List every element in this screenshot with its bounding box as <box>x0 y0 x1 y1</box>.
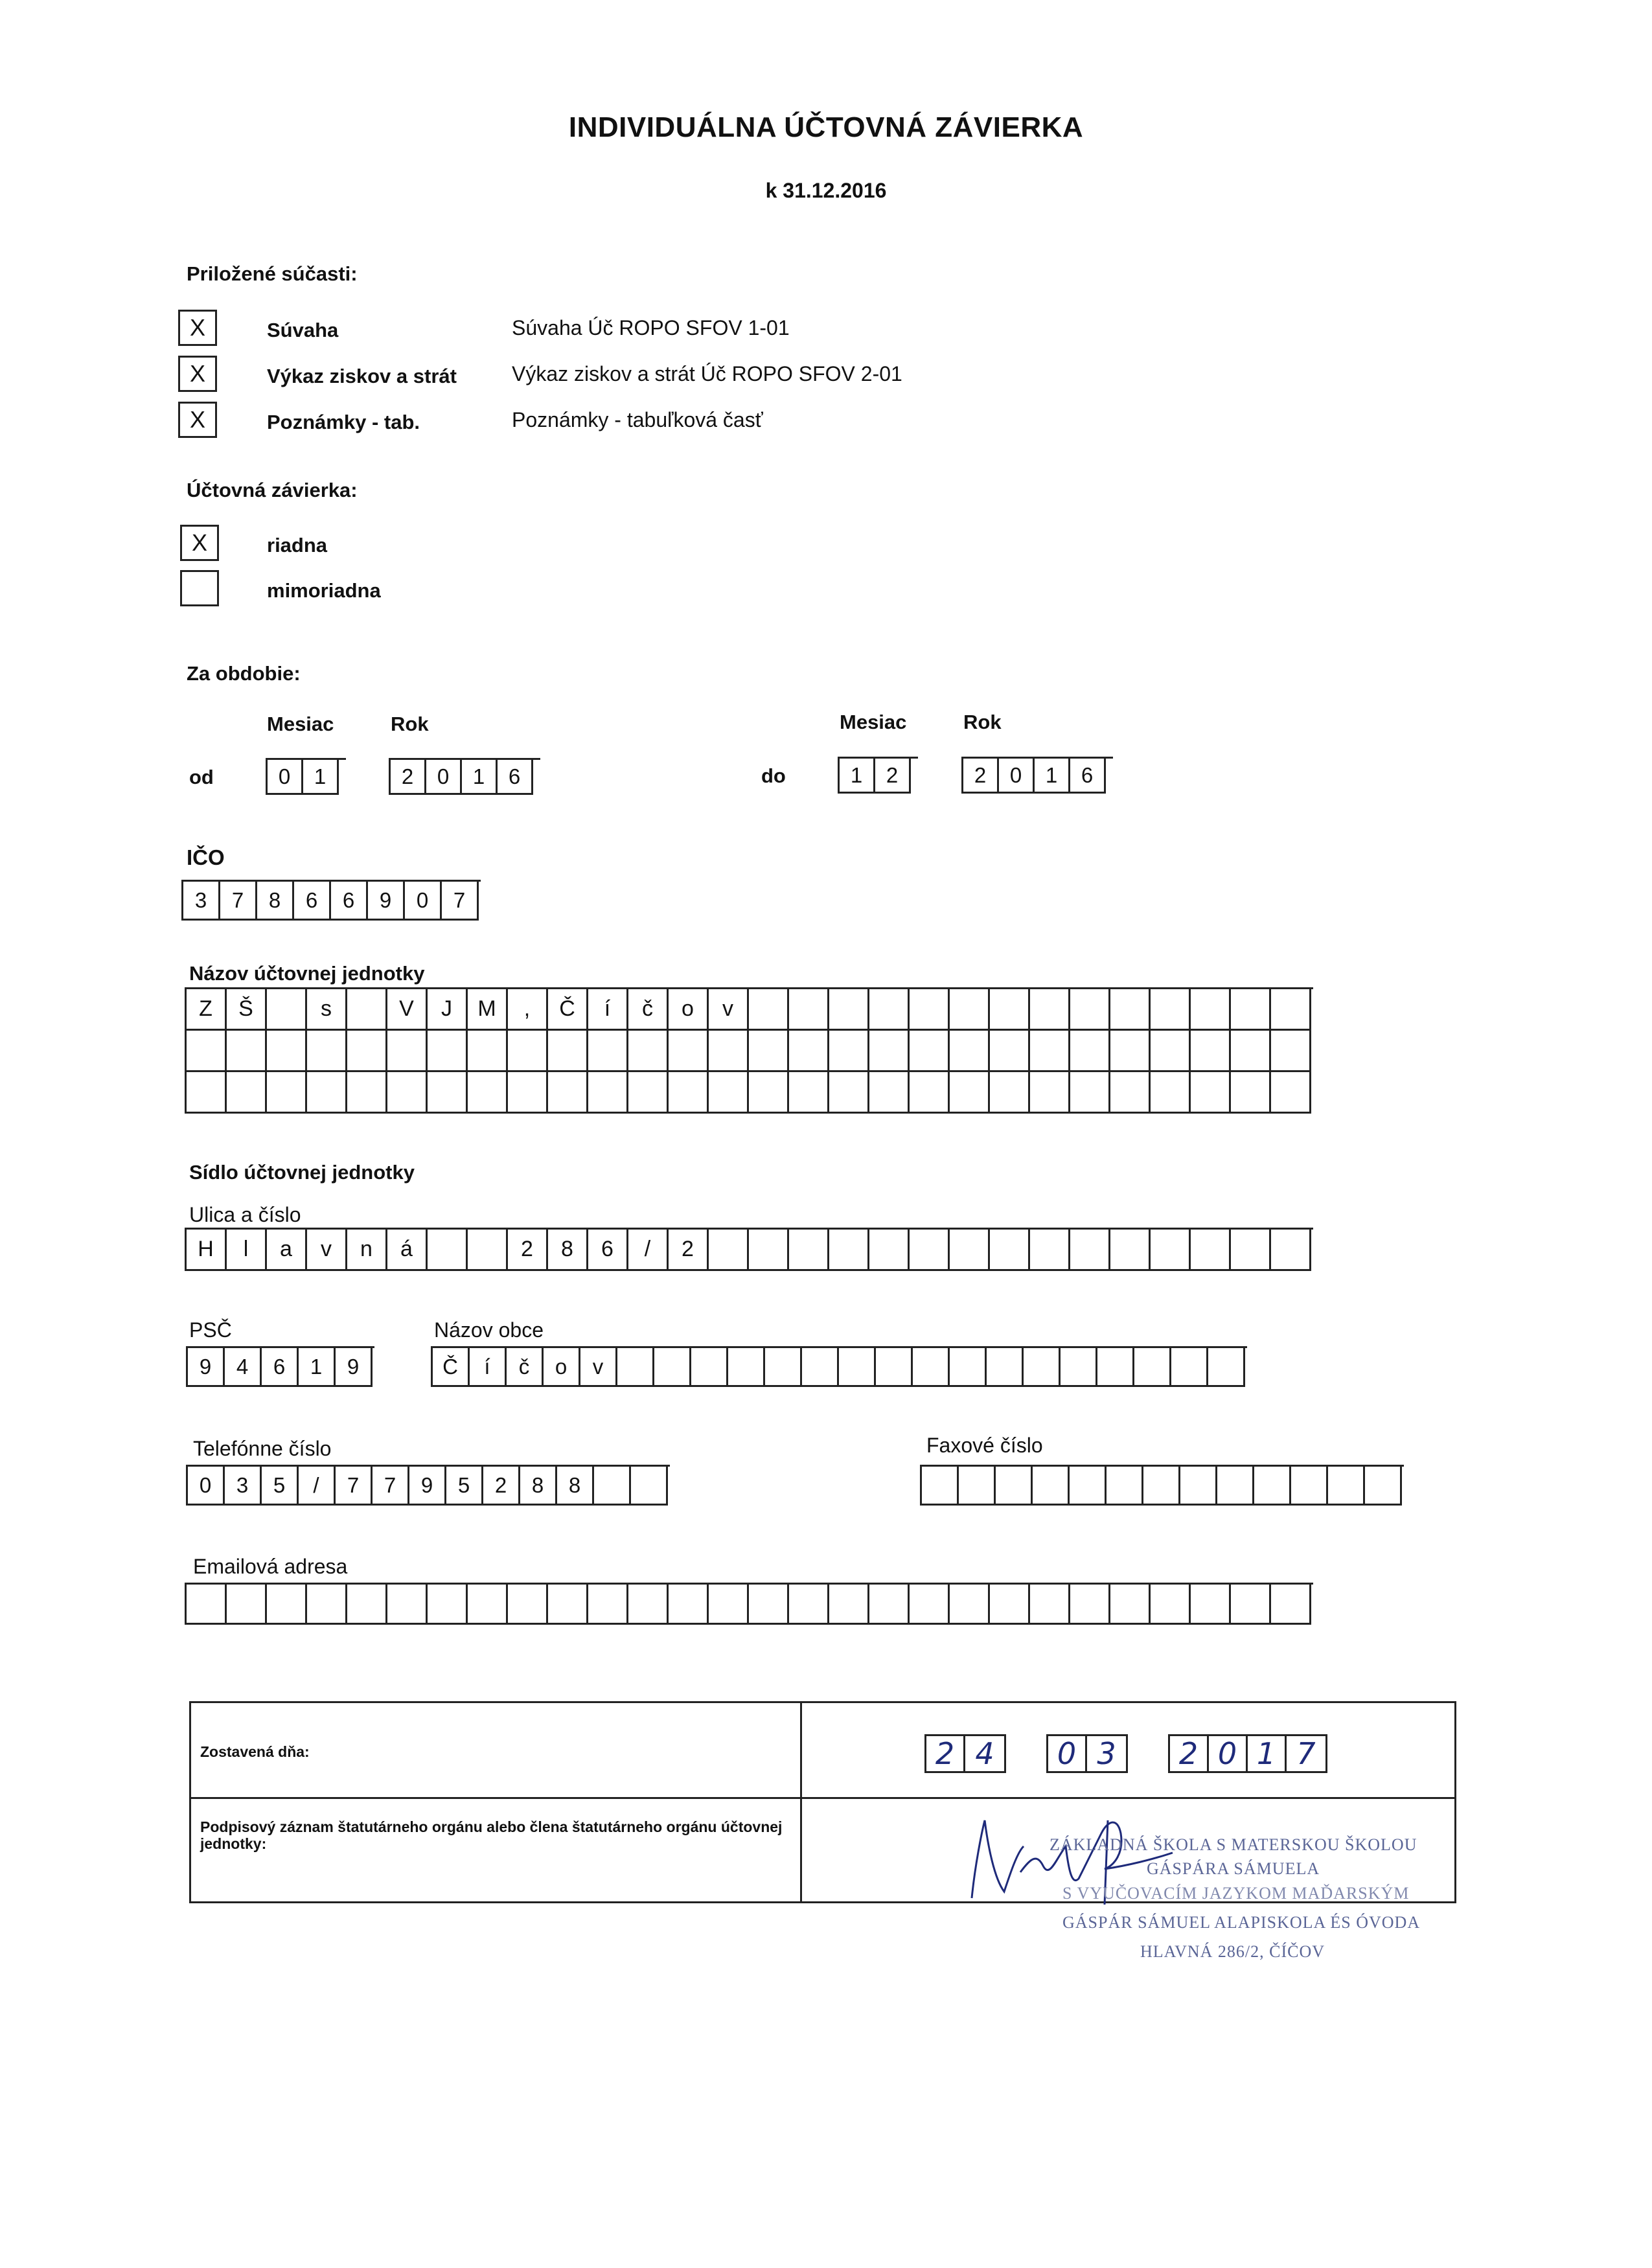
digit-cell: 8 <box>257 882 294 921</box>
handwritten-digit: 2 <box>926 1736 965 1771</box>
digit-cell: 7 <box>442 882 479 921</box>
char-cell: á <box>387 1230 428 1271</box>
char-cell <box>990 989 1030 1031</box>
digit-cell: 6 <box>294 882 331 921</box>
char-cell: 4 <box>225 1348 262 1387</box>
street-field[interactable] <box>185 1228 1313 1271</box>
char-cell <box>1271 1230 1311 1271</box>
handwritten-digit: 2 <box>1170 1736 1209 1771</box>
char-cell <box>1231 1031 1271 1072</box>
char-cell <box>990 1072 1030 1114</box>
char-cell <box>950 1585 990 1625</box>
to-year-label: Rok <box>963 711 1002 733</box>
char-cell <box>428 1031 468 1072</box>
char-cell <box>1030 1585 1070 1625</box>
char-cell: / <box>628 1230 669 1271</box>
char-cell <box>869 1230 910 1271</box>
char-cell <box>227 1585 267 1625</box>
char-cell <box>749 1230 789 1271</box>
char-cell <box>1180 1467 1217 1506</box>
char-cell <box>709 1230 749 1271</box>
char-cell <box>267 1072 307 1114</box>
char-cell <box>869 989 910 1031</box>
digit-cell: 6 <box>498 760 533 795</box>
char-cell <box>802 1348 839 1387</box>
char-cell: s <box>307 989 347 1031</box>
char-cell <box>910 1072 950 1114</box>
digit-cell: 6 <box>1070 759 1106 794</box>
char-cell <box>1231 989 1271 1031</box>
char-cell <box>789 1585 829 1625</box>
char-cell <box>1097 1348 1134 1387</box>
char-cell <box>428 1230 468 1271</box>
city-field[interactable] <box>431 1346 1247 1387</box>
char-cell <box>709 1031 749 1072</box>
email-label: Emailová adresa <box>193 1555 348 1578</box>
char-cell <box>1030 989 1070 1031</box>
char-cell <box>387 1585 428 1625</box>
char-cell: č <box>507 1348 544 1387</box>
char-cell <box>691 1348 728 1387</box>
char-cell <box>1030 1072 1070 1114</box>
char-cell <box>1291 1467 1328 1506</box>
char-cell <box>508 1072 548 1114</box>
char-cell: v <box>580 1348 617 1387</box>
option-label-riadna: riadna <box>267 534 328 556</box>
from-month-field[interactable] <box>266 758 346 795</box>
psc-label: PSČ <box>189 1318 232 1342</box>
signature-box-divider-vertical <box>800 1703 802 1901</box>
char-cell <box>1110 989 1151 1031</box>
char-cell: 9 <box>336 1348 373 1387</box>
char-cell <box>765 1348 802 1387</box>
statement-type-heading: Účtovná závierka: <box>187 479 358 501</box>
char-cell <box>749 1031 789 1072</box>
char-cell: 2 <box>669 1230 709 1271</box>
char-cell <box>1110 1585 1151 1625</box>
char-cell: 7 <box>373 1467 409 1506</box>
char-cell <box>1151 1072 1191 1114</box>
digit-cell: 1 <box>462 760 498 795</box>
checkbox-suvaha[interactable]: X <box>178 310 217 346</box>
signature-box-divider-horizontal <box>191 1797 1454 1799</box>
digit-cell: 0 <box>268 760 303 795</box>
char-cell <box>1328 1467 1365 1506</box>
checkbox-riadna[interactable]: X <box>180 525 219 561</box>
char-cell <box>869 1072 910 1114</box>
digit-cell: 6 <box>331 882 368 921</box>
stamp-line: HLAVNÁ 286/2, ČÍČOV <box>1140 1942 1325 1961</box>
handwritten-digit: 1 <box>1248 1736 1287 1771</box>
char-cell <box>1151 1230 1191 1271</box>
char-cell: Z <box>187 989 227 1031</box>
attachment-desc-vykaz: Výkaz ziskov a strát Úč ROPO SFOV 2-01 <box>512 362 902 385</box>
char-cell: 8 <box>557 1467 594 1506</box>
digit-cell: 1 <box>1035 759 1070 794</box>
to-label: do <box>761 764 786 787</box>
char-cell <box>922 1467 959 1506</box>
char-cell: í <box>588 989 628 1031</box>
char-cell: 6 <box>262 1348 299 1387</box>
char-cell <box>996 1467 1033 1506</box>
checkbox-poznamky[interactable]: X <box>178 402 217 438</box>
entity-name-field[interactable] <box>185 987 1313 1114</box>
char-cell <box>876 1348 913 1387</box>
char-cell <box>1191 1072 1231 1114</box>
char-cell: 9 <box>188 1348 225 1387</box>
char-cell <box>1070 1230 1110 1271</box>
compiled-day-field[interactable] <box>924 1734 1006 1773</box>
char-cell: 3 <box>225 1467 262 1506</box>
attachment-label-poznamky: Poznámky - tab. <box>267 411 420 433</box>
attachment-desc-suvaha: Súvaha Úč ROPO SFOV 1-01 <box>512 316 790 339</box>
char-cell <box>789 989 829 1031</box>
digit-cell: 2 <box>391 760 426 795</box>
handwritten-digit: 0 <box>1048 1736 1087 1771</box>
char-cell <box>227 1072 267 1114</box>
digit-cell: 0 <box>405 882 442 921</box>
char-cell: o <box>669 989 709 1031</box>
char-cell <box>1254 1467 1291 1506</box>
char-cell <box>1030 1031 1070 1072</box>
char-cell <box>789 1072 829 1114</box>
char-cell <box>709 1072 749 1114</box>
char-cell <box>548 1072 588 1114</box>
digit-cell: 1 <box>840 759 875 794</box>
char-cell <box>1134 1348 1171 1387</box>
char-cell <box>869 1585 910 1625</box>
char-cell <box>950 989 990 1031</box>
char-cell <box>829 1230 869 1271</box>
char-cell <box>654 1348 691 1387</box>
char-cell <box>709 1585 749 1625</box>
char-cell <box>1217 1467 1254 1506</box>
document-date: k 31.12.2016 <box>765 179 887 202</box>
attachments-heading: Priložené súčasti: <box>187 262 358 285</box>
char-cell: M <box>468 989 508 1031</box>
handwritten-digit: 0 <box>1209 1736 1248 1771</box>
attachment-desc-poznamky: Poznámky - tabuľková časť <box>512 408 763 431</box>
char-cell <box>307 1072 347 1114</box>
char-cell <box>1271 989 1311 1031</box>
char-cell <box>1110 1031 1151 1072</box>
char-cell <box>1171 1348 1208 1387</box>
stamp-line: S VYUČOVACÍM JAZYKOM MAĎARSKÝM <box>1062 1884 1410 1903</box>
email-field[interactable] <box>185 1583 1313 1625</box>
char-cell <box>1033 1467 1070 1506</box>
char-cell: 8 <box>520 1467 557 1506</box>
city-label: Názov obce <box>434 1318 544 1342</box>
char-cell <box>628 1585 669 1625</box>
char-cell <box>1191 989 1231 1031</box>
handwritten-digit: 7 <box>1296 1736 1316 1771</box>
ico-label: IČO <box>187 845 225 869</box>
phone-label: Telefónne číslo <box>193 1437 332 1460</box>
char-cell <box>1061 1348 1097 1387</box>
checkbox-mimoriadna[interactable] <box>180 570 219 606</box>
char-cell <box>187 1072 227 1114</box>
char-cell <box>869 1031 910 1072</box>
compiled-year-field[interactable] <box>1168 1734 1327 1773</box>
char-cell <box>950 1230 990 1271</box>
char-cell <box>387 1072 428 1114</box>
char-cell: í <box>470 1348 507 1387</box>
char-cell <box>347 1031 387 1072</box>
char-cell: v <box>709 989 749 1031</box>
char-cell <box>829 1031 869 1072</box>
char-cell <box>950 1348 987 1387</box>
phone-field[interactable] <box>186 1465 670 1506</box>
char-cell: n <box>347 1230 387 1271</box>
char-cell: 5 <box>446 1467 483 1506</box>
char-cell: Č <box>548 989 588 1031</box>
char-cell: č <box>628 989 669 1031</box>
sign-label: Podpisový záznam štatutárneho orgánu alebo člena štatutárneho orgánu účtovnej jednotky: <box>200 1818 783 1852</box>
char-cell <box>789 1230 829 1271</box>
char-cell <box>267 1031 307 1072</box>
street-label: Ulica a číslo <box>189 1203 301 1226</box>
char-cell <box>1070 1072 1110 1114</box>
char-cell <box>1191 1585 1231 1625</box>
char-cell: Č <box>433 1348 470 1387</box>
char-cell: H <box>187 1230 227 1271</box>
char-cell <box>1151 1585 1191 1625</box>
digit-cell: 9 <box>368 882 405 921</box>
to-month-label: Mesiac <box>840 711 907 733</box>
char-cell <box>728 1348 765 1387</box>
char-cell <box>990 1230 1030 1271</box>
char-cell <box>468 1031 508 1072</box>
to-year-field[interactable] <box>961 757 1113 794</box>
char-cell <box>669 1072 709 1114</box>
char-cell <box>910 1230 950 1271</box>
char-cell <box>1143 1467 1180 1506</box>
char-cell <box>1271 1031 1311 1072</box>
char-cell <box>1070 1031 1110 1072</box>
digit-cell: 1 <box>303 760 339 795</box>
char-cell <box>913 1348 950 1387</box>
char-cell <box>548 1031 588 1072</box>
char-cell <box>631 1467 668 1506</box>
digit-cell: 3 <box>183 882 220 921</box>
char-cell <box>548 1585 588 1625</box>
char-cell <box>1208 1348 1245 1387</box>
char-cell <box>1191 1230 1231 1271</box>
attachment-label-vykaz: Výkaz ziskov a strát <box>267 365 457 387</box>
from-year-field[interactable] <box>389 758 540 795</box>
period-heading: Za obdobie: <box>187 662 301 685</box>
char-cell: 0 <box>188 1467 225 1506</box>
psc-field[interactable] <box>186 1346 374 1387</box>
char-cell: 8 <box>548 1230 588 1271</box>
char-cell <box>1271 1585 1311 1625</box>
char-cell <box>789 1031 829 1072</box>
char-cell <box>347 989 387 1031</box>
char-cell <box>1151 989 1191 1031</box>
char-cell <box>749 1585 789 1625</box>
digit-cell: 2 <box>963 759 999 794</box>
char-cell <box>990 1585 1030 1625</box>
char-cell: v <box>307 1230 347 1271</box>
char-cell <box>990 1031 1030 1072</box>
char-cell <box>1110 1230 1151 1271</box>
char-cell <box>910 1585 950 1625</box>
char-cell <box>428 1585 468 1625</box>
stamp-line: ZÁKLADNÁ ŠKOLA S MATERSKOU ŠKOLOU <box>1050 1835 1417 1854</box>
char-cell: V <box>387 989 428 1031</box>
char-cell <box>910 989 950 1031</box>
char-cell <box>588 1585 628 1625</box>
char-cell <box>1191 1031 1231 1072</box>
char-cell <box>669 1031 709 1072</box>
document-title: INDIVIDUÁLNA ÚČTOVNÁ ZÁVIERKA <box>568 111 1084 143</box>
char-cell: o <box>544 1348 580 1387</box>
stamp-line: GÁSPÁR SÁMUEL ALAPISKOLA ÉS ÓVODA <box>1062 1913 1421 1932</box>
char-cell <box>1231 1072 1271 1114</box>
char-cell: a <box>267 1230 307 1271</box>
char-cell <box>950 1072 990 1114</box>
char-cell <box>227 1031 267 1072</box>
char-cell <box>347 1585 387 1625</box>
digit-cell: 0 <box>426 760 462 795</box>
from-month-label: Mesiac <box>267 713 334 735</box>
char-cell: 2 <box>508 1230 548 1271</box>
char-cell <box>468 1230 508 1271</box>
char-cell <box>387 1031 428 1072</box>
fax-field[interactable] <box>920 1465 1404 1506</box>
digit-cell: 0 <box>999 759 1035 794</box>
char-cell <box>829 1585 869 1625</box>
char-cell: 7 <box>336 1467 373 1506</box>
from-year-label: Rok <box>391 713 429 735</box>
char-cell <box>347 1072 387 1114</box>
char-cell <box>1070 989 1110 1031</box>
char-cell <box>468 1072 508 1114</box>
char-cell <box>468 1585 508 1625</box>
char-cell <box>829 1072 869 1114</box>
stamp-line: GÁSPÁRA SÁMUELA <box>1147 1859 1320 1878</box>
compiled-label: Zostavená dňa: <box>200 1743 310 1760</box>
char-cell <box>669 1585 709 1625</box>
char-cell <box>1110 1072 1151 1114</box>
char-cell: , <box>508 989 548 1031</box>
option-label-mimoriadna: mimoriadna <box>267 579 381 602</box>
char-cell <box>829 989 869 1031</box>
char-cell: 2 <box>483 1467 520 1506</box>
char-cell <box>588 1031 628 1072</box>
char-cell <box>267 989 307 1031</box>
char-cell <box>1070 1467 1107 1506</box>
char-cell <box>307 1031 347 1072</box>
char-cell <box>267 1585 307 1625</box>
char-cell <box>749 1072 789 1114</box>
char-cell <box>1365 1467 1402 1506</box>
char-cell: 5 <box>262 1467 299 1506</box>
char-cell: l <box>227 1230 267 1271</box>
from-label: od <box>189 766 214 788</box>
digit-cell: 2 <box>875 759 911 794</box>
char-cell <box>1231 1585 1271 1625</box>
char-cell <box>628 1072 669 1114</box>
char-cell <box>1107 1467 1143 1506</box>
char-cell <box>508 1031 548 1072</box>
address-heading: Sídlo účtovnej jednotky <box>189 1161 415 1184</box>
entity-name-label: Názov účtovnej jednotky <box>189 962 425 985</box>
char-cell <box>628 1031 669 1072</box>
char-cell <box>428 1072 468 1114</box>
char-cell <box>1271 1072 1311 1114</box>
char-cell <box>839 1348 876 1387</box>
char-cell <box>910 1031 950 1072</box>
digit-cell: 7 <box>220 882 257 921</box>
attachment-label-suvaha: Súvaha <box>267 319 339 341</box>
char-cell <box>508 1585 548 1625</box>
char-cell <box>1030 1230 1070 1271</box>
char-cell <box>1070 1585 1110 1625</box>
char-cell <box>959 1467 996 1506</box>
char-cell: 9 <box>409 1467 446 1506</box>
char-cell: 1 <box>299 1348 336 1387</box>
ico-field[interactable] <box>181 880 481 921</box>
char-cell: J <box>428 989 468 1031</box>
handwritten-digit: 4 <box>975 1736 994 1771</box>
fax-label: Faxové číslo <box>926 1434 1043 1457</box>
entity-name-grid <box>185 987 1313 1114</box>
char-cell <box>1024 1348 1061 1387</box>
checkbox-vykaz[interactable]: X <box>178 356 217 392</box>
to-month-field[interactable] <box>838 757 918 794</box>
char-cell <box>987 1348 1024 1387</box>
char-cell <box>950 1031 990 1072</box>
char-cell: 6 <box>588 1230 628 1271</box>
compiled-month-field[interactable] <box>1046 1734 1128 1773</box>
char-cell <box>1151 1031 1191 1072</box>
char-cell <box>594 1467 631 1506</box>
char-cell <box>588 1072 628 1114</box>
char-cell <box>617 1348 654 1387</box>
char-cell <box>187 1031 227 1072</box>
char-cell <box>749 989 789 1031</box>
char-cell: Š <box>227 989 267 1031</box>
char-cell: / <box>299 1467 336 1506</box>
char-cell <box>187 1585 227 1625</box>
char-cell <box>1231 1230 1271 1271</box>
handwritten-digit: 3 <box>1097 1736 1116 1771</box>
char-cell <box>307 1585 347 1625</box>
